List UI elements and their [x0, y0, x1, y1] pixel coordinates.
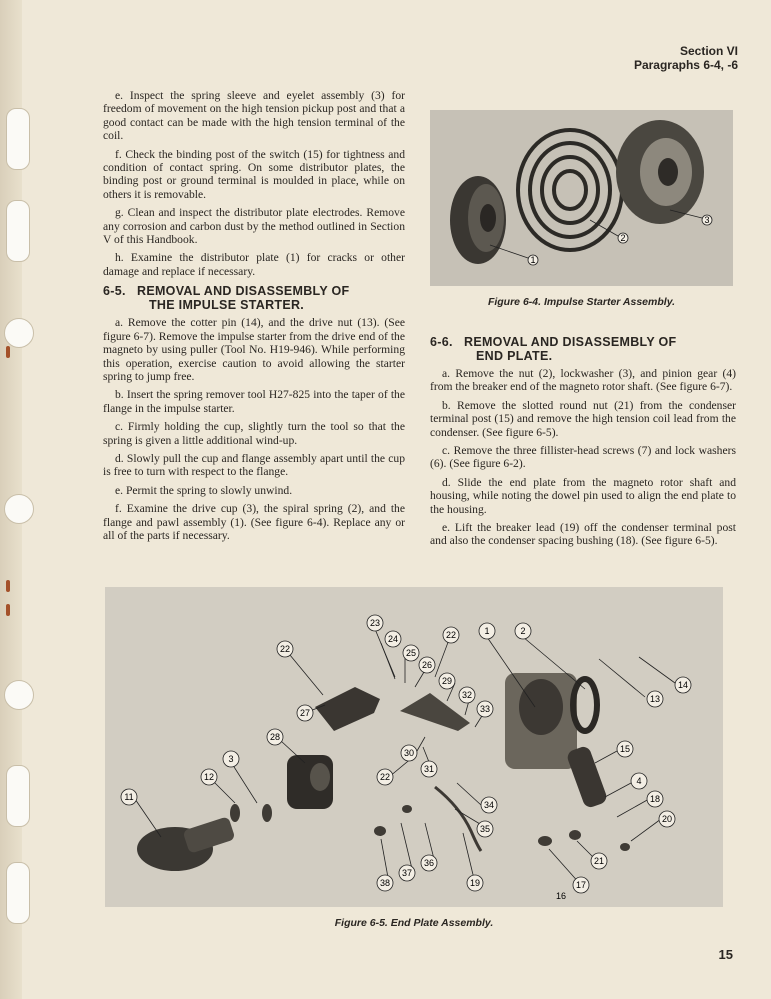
end-plate-exploded-view	[105, 587, 723, 907]
paragraphs-ref: Paragraphs 6-4, -6	[633, 58, 738, 72]
paragraph: d. Slowly pull the cup and flange assembly apart until the cup is free to turn with respect to the flange.	[103, 451, 405, 479]
section-heading-6-6	[430, 335, 736, 363]
callout-38: 38	[379, 878, 391, 888]
callout-17: 17	[575, 880, 587, 890]
binder-hole	[4, 494, 34, 524]
callout-16: 16	[555, 891, 567, 901]
callout-22: 22	[279, 644, 291, 654]
callout-26: 26	[421, 660, 433, 670]
heading-number: 6-5.	[103, 284, 126, 299]
callout-25: 25	[405, 648, 417, 658]
binder-hole	[4, 680, 34, 710]
figure-6-4-photo	[430, 110, 733, 286]
callout-30: 30	[403, 748, 415, 758]
callout-22: 22	[379, 772, 391, 782]
paragraph: f. Examine the drive cup (3), the spiral spring (2), and the flange and pawl assembly (1). (See figure 6-4). Replace any or all of the parts if necessary.	[103, 502, 405, 542]
callout-11: 11	[124, 792, 134, 802]
callout-13: 13	[649, 694, 661, 704]
callout-18: 18	[649, 794, 661, 804]
callout-35: 35	[479, 824, 491, 834]
paragraph: e. Lift the breaker lead (19) off the condenser terminal post and also the condenser spacing bushing (18). (See figure 6-5).	[430, 521, 736, 548]
callout-3: 3	[704, 215, 710, 225]
figure-6-5-photo	[105, 587, 723, 907]
callout-36: 36	[423, 858, 435, 868]
rust-stain	[6, 604, 10, 616]
callout-1: 1	[530, 255, 536, 265]
callout-27: 27	[299, 708, 311, 718]
callout-32: 32	[461, 690, 473, 700]
callout-4: 4	[636, 776, 642, 786]
callout-37: 37	[401, 868, 413, 878]
paragraph: f. Check the binding post of the switch (15) for tightness and condition of contact spring. On some distributor plates, the binding post or ground terminal is moulded in place, while on others it is removable.	[103, 147, 405, 201]
callout-19: 19	[469, 878, 481, 888]
paragraph: a. Remove the cotter pin (14), and the drive nut (13). (See figure 6-7). Remove the impulse starter from the drive end of the magneto by using puller (Tool No. H19-946). While performing this operation, exercise caution to avoid allowing the starter spring to jump free.	[103, 316, 405, 383]
left-column	[103, 89, 405, 547]
callout-21: 21	[593, 856, 605, 866]
callout-31: 31	[423, 764, 435, 774]
callout-14: 14	[677, 680, 689, 690]
impulse-starter-illustration	[430, 110, 733, 286]
paragraph: c. Firmly holding the cup, slightly turn the tool so that the spring is given a little additional wind-up.	[103, 420, 405, 447]
binder-hole	[6, 765, 30, 827]
binder-hole	[4, 318, 34, 348]
callout-12: 12	[203, 772, 215, 782]
heading-title-line2: THE IMPULSE STARTER.	[149, 298, 305, 313]
paragraph: d. Slide the end plate from the magneto rotor shaft and housing, while noting the dowel pin used to align the end plate to the housing.	[430, 475, 736, 516]
drive-cup-part	[616, 120, 704, 224]
heading-title: REMOVAL AND DISASSEMBLY OF	[464, 335, 677, 349]
binder-hole	[6, 862, 30, 924]
figure-6-5-caption: Figure 6-5. End Plate Assembly.	[334, 917, 494, 929]
figure-6-4-caption: Figure 6-4. Impulse Starter Assembly.	[487, 296, 676, 308]
callout-3: 3	[228, 754, 234, 764]
section-header	[634, 44, 738, 72]
sleeve-part	[287, 755, 333, 809]
paragraph: h. Examine the distributor plate (1) for cracks or other damage and replace if necessary.	[103, 251, 405, 278]
paragraph: e. Permit the spring to slowly unwind.	[115, 483, 293, 497]
flange-pawl-part	[450, 176, 506, 264]
section-title: Section VI	[679, 44, 738, 58]
callout-22: 22	[445, 630, 457, 640]
binder-hole	[6, 200, 30, 262]
paragraph: b. Remove the slotted round nut (21) from the condenser terminal post (15) and remove the high tension coil lead from the condenser. (See figure 6-5).	[430, 398, 736, 439]
callout-15: 15	[619, 744, 631, 754]
paragraph: g. Clean and inspect the distributor plate electrodes. Remove any corrosion and carbon dust by the method outlined in Section V of this Handbook.	[103, 206, 405, 247]
paragraph: b. Insert the spring remover tool H27-825 into the taper of the flange in the impulse starter.	[103, 388, 405, 415]
callout-33: 33	[479, 704, 491, 714]
callout-20: 20	[661, 814, 673, 824]
callout-28: 28	[269, 732, 281, 742]
section-heading-6-5	[103, 284, 405, 312]
binder-hole	[6, 108, 30, 170]
paragraph: e. Inspect the spring sleeve and eyelet assembly (3) for freedom of movement on the high tension pickup post and that a good contact can be made with the high tension terminal of the coil.	[103, 89, 405, 143]
end-plate-housing-part	[505, 673, 577, 769]
heading-title-line2: END PLATE.	[476, 349, 553, 363]
callout-23: 23	[369, 618, 381, 628]
callout-1: 1	[484, 626, 490, 636]
callout-2: 2	[520, 626, 526, 636]
paragraph: a. Remove the nut (2), lockwasher (3), and pinion gear (4) from the breaker end of the magneto rotor shaft. (See figure 6-7).	[430, 367, 736, 394]
callout-24: 24	[387, 634, 399, 644]
rust-stain	[6, 346, 10, 358]
rust-stain	[6, 580, 10, 592]
callout-29: 29	[441, 676, 453, 686]
heading-number: 6-6.	[430, 335, 453, 349]
right-column	[430, 335, 736, 553]
callout-34: 34	[483, 800, 495, 810]
paragraph: c. Remove the three fillister-head screws (7) and lock washers (6). (See figure 6-2).	[430, 444, 736, 471]
heading-title: REMOVAL AND DISASSEMBLY OF	[137, 284, 350, 299]
page-number: 15	[718, 947, 733, 962]
callout-2: 2	[620, 233, 626, 243]
